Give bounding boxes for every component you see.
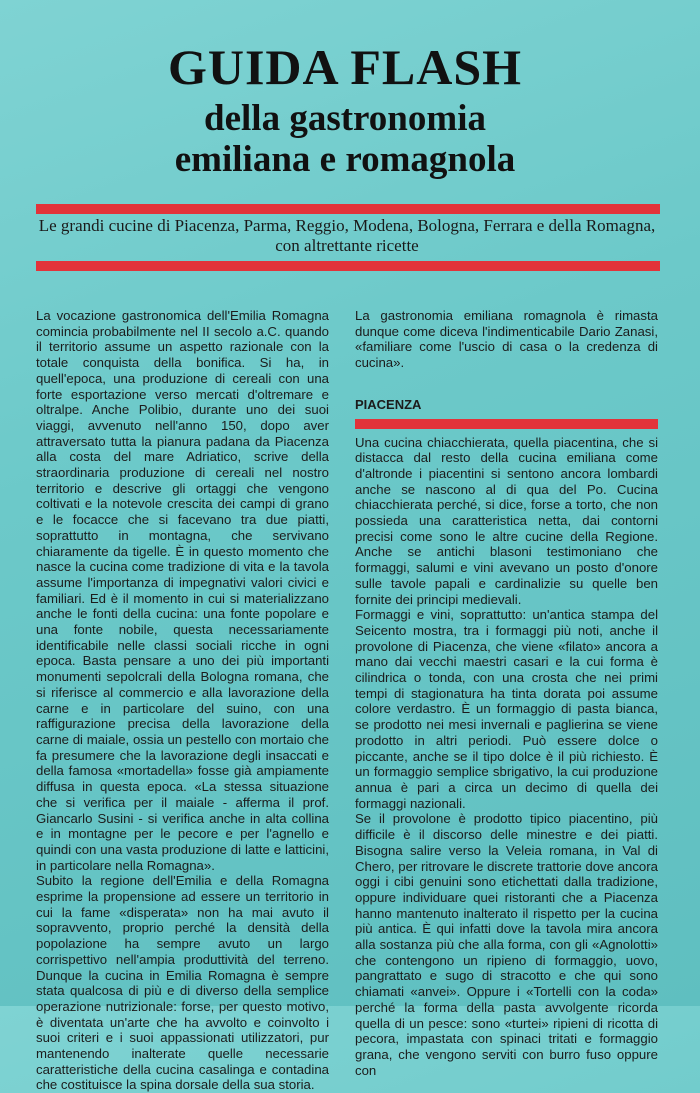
- right-paragraph-2: Formaggi e vini, soprattutto: un'antica stampa del Seicento mostra, tra i formaggi più noti, anche il provolone di Piacenza, che viene «filato» ancora a mano dai vecchi maestri casari e la cui forma è cilindrica o tonda, con una crosta che nei primi tempi di stagionatura ha tinta dorata poi assume colore verdastro. È un formaggio di pasta bianca, se prodotto nei mesi invernali e paglierina se viene prodotto in altri periodi. Può essere dolce o piccante, anche se il tipo dolce è il più richiesto. È un formaggio semplice sbrigativo, la cui produzione annua è pari a circa un decimo di quella dei formaggi nazionali.: [355, 607, 658, 811]
- subtitle: Le grandi cucine di Piacenza, Parma, Reggio, Modena, Bologna, Ferrara e della Romagna, con altrettante ricette: [38, 216, 656, 255]
- right-paragraph-3: Se il provolone è prodotto tipico piacentino, più difficile è il discorso delle minestre e dei piatti. Bisogna salire verso la Veleia romana, in Val di Chero, per ritrovare le discrete trattorie dove ancora oggi i cibi genuini sono etichettati dalla tradizione, oppure individuare quei ristoranti che a Piacenza hanno mantenuto inalterato il rispetto per la cucina più antica. È qui infatti dove la tavola mira ancora alla sostanza più che alla forma, con gli «Agnolotti» che contengono un ripieno di formaggio, uovo, pangrattato e sugo di stracotto e che qui sono chiamati «anvei». Oppure i «Tortelli con la coda» perché la forma della pasta avvolgente ricorda quella di un pesce: sono «turtei» ripieni di ricotta di pecora, impastata con spinaci tritati e formaggio grana, che vengono serviti con burro fuso oppure con: [355, 811, 658, 1078]
- left-column: [36, 308, 329, 1093]
- title-line-3: emiliana e romagnola: [174, 139, 516, 180]
- bottom-red-bar: [36, 261, 660, 271]
- section-red-bar: [355, 419, 658, 429]
- right-paragraph-1: Una cucina chiacchierata, quella piacentina, che si distacca dal resto della cucina emiliana come d'altronde i piacentini si sentono ancora lombardi anche se nascono al di qua del Po. Cucina chiacchierata perché, si dice, forse a torto, che non possiedа una caratteristica netta, dai contorni precisi come sono le altre cucine della Regione. Anche se antichi blasoni testimoniano che formaggi, salumi e vini avevano un posto d'onore sulle tavole papali e cardinalizie su quelle ben fornite dei principi medievali.: [355, 434, 658, 607]
- title-block: [0, 39, 690, 180]
- left-paragraph-2: Subito la regione dell'Emilia e della Romagna esprime la propensione ad essere un territorio in cui la fame «disperata» non ha mai avuto il sopravvento, proprio perché la densità della popolazione ha sempre avuto un largo corrispettivo nell'ampia produttività del terreno. Dunque la cucina in Emilia Romagna è sempre stata qualcosa di più e di diverso della semplice operazione nutrizionale: forse, per questo motivo, è diventata un'arte che ha avvolto e coinvolto i suoi criteri e i suoi appassionati utilizzatori, pur mantenendo inalterate quelle necessarie caratteristiche della cucina casalinga e contadina che costituisce la spina dorsale della sua storia.: [36, 873, 329, 1093]
- left-paragraph-1: La vocazione gastronomica dell'Emilia Romagna comincia probabilmente nel II secolo a.C. quando il territorio assume un aspetto razionale con la totale conquista della bonifica. Si ha, in quell'epoca, una produzione di cereali con una forte esportazione verso mercati d'oltremare e oltralpe. Anche Polibio, durante uno dei suoi viaggi, avvenuto nell'anno 150, dopo aver attraversato tutta la pianura padana da Piacenza alla costa del mare Adriatico, scrive della straordinaria produzione di cereali nel nostro territorio e descrive gli ortaggi che vengono coltivati e la notevole crescita dei campi di grano e le focacce che si facevano tra due piatti, soprattutto in montagna, che servivano chiaramente da tigelle. È in questo momento che nasce la cucina come tradizione di vita e la tavola assume l'importanza di impegnativi valori civici e familiari. Ed è il momento in cui si materializzano anche le fonti della cucina: una fonte popolare e una fonte nobile, questa necessariamente identificabile nelle classi sociali ricche in ogni epoca. Basta pensare a uno dei più importanti monumenti sepolcrali della Bologna romana, che si riferisce al commercio e alla lavorazione della carne e in particolare del suino, con una raffigurazione precisa della lavorazione della carne di maiale, ossia un pestello con mortaio che fa presumere che la lavorazione degli insaccati e della famosa «mortadella» fosse già ampiamente diffusa in questa epoca. «La stessa situazione che si verifica per il maiale - afferma il prof. Giancarlo Susini - si verifica anche in alta collina e in montagne per le pecore e per l'agnello e quindi con una vasta produzione di latte e latticini, in particolare nella Romagna».: [36, 308, 329, 873]
- top-red-bar: [36, 204, 660, 214]
- right-column: [355, 308, 658, 1078]
- main-title: GUIDA FLASH: [167, 39, 523, 95]
- title-line-2: della gastronomia: [204, 98, 486, 139]
- right-intro: La gastronomia emiliana romagnola è rimasta dunque come diceva l'indimenticabile Dario Zanasi, «familiare come l'uscio di casa o la credenza di cucina».: [355, 308, 658, 371]
- section-title-piacenza: PIACENZA: [355, 396, 422, 412]
